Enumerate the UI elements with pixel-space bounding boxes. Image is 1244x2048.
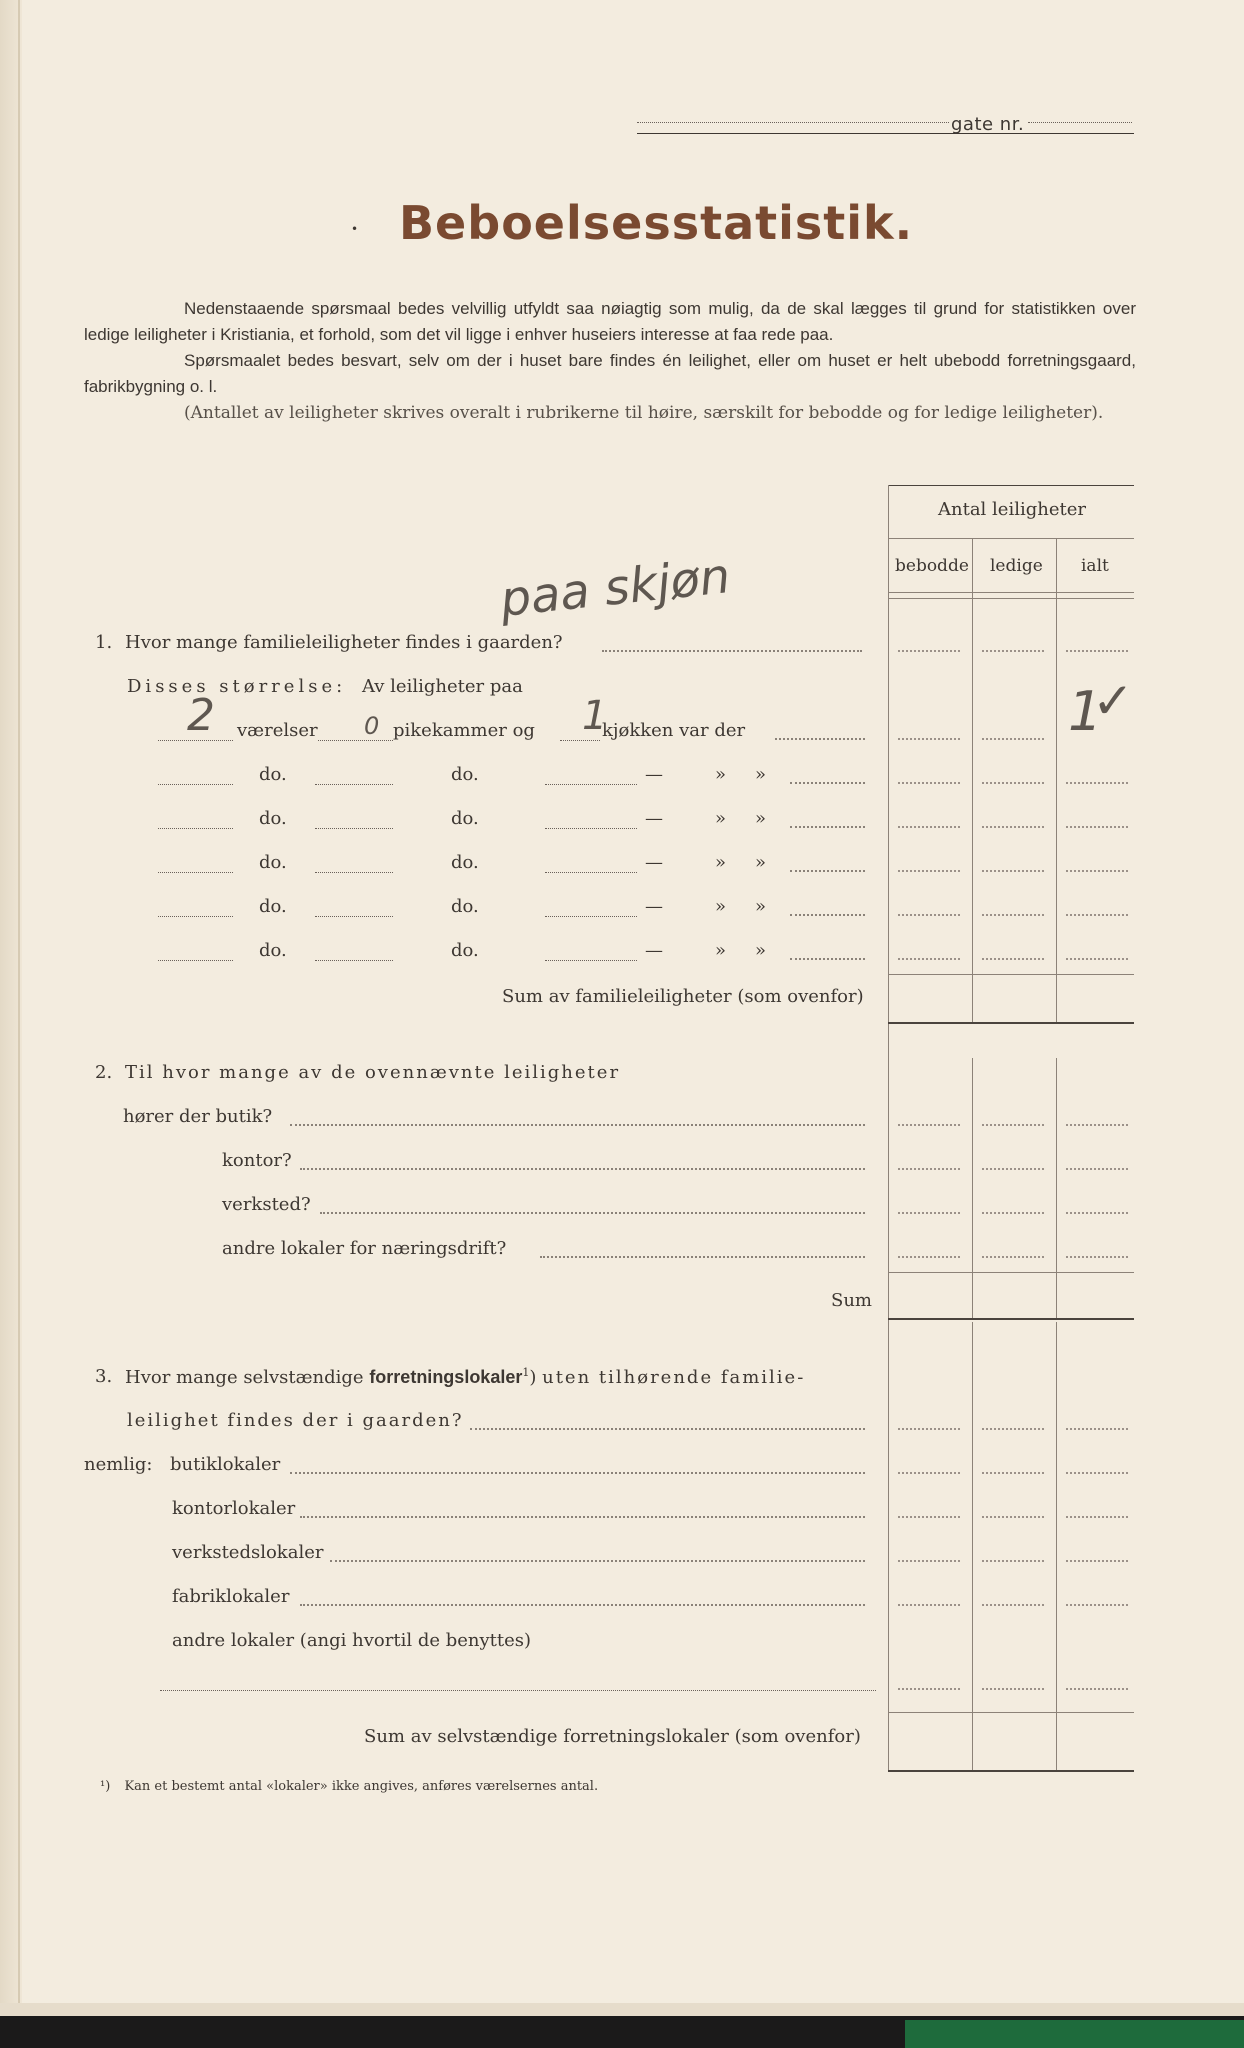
q3-line2: leilighet findes der i gaarden? [127, 1410, 464, 1431]
do-row-blank [315, 872, 393, 873]
q3-sum-top-rule [888, 1712, 1134, 1713]
leader-dots [330, 1560, 865, 1562]
pikekammer-blank-1 [318, 740, 393, 741]
dash: — [645, 940, 663, 961]
color-tab [905, 2020, 1244, 2048]
leader-dots [290, 1124, 865, 1126]
row1-vaerelser: værelser [237, 720, 318, 741]
cell-dots [898, 914, 960, 916]
leader-dots [320, 1212, 865, 1214]
footnote-mark: ¹) [100, 1779, 111, 1794]
gate-number-dots [1028, 122, 1132, 123]
q3-sum-bottom-rule [888, 1770, 1134, 1772]
cell-dots [982, 1516, 1044, 1518]
table-header-bottom-2 [888, 598, 1134, 599]
col-header-ledige: ledige [990, 556, 1043, 576]
cell-dots [898, 1256, 960, 1258]
row1-kjokken: kjøkken var der [602, 720, 746, 741]
do-row-blank [158, 872, 233, 873]
col-divider-2b [1056, 1058, 1057, 1320]
q3-sum-label: Sum av selvstændige forretningslokaler (som ovenfor) [364, 1726, 861, 1747]
paper-edge-line [18, 0, 20, 2048]
q1-sum-bottom-rule [888, 1022, 1134, 1024]
gate-label: gate nr. [951, 114, 1025, 135]
intro-paragraph-2: Spørsmaalet bedes besvart, selv om der i huset bare findes én leilighet, eller om huset er helt ubebodd forretningsgaard, fabrikbygning o. l. [84, 351, 1136, 396]
cell-dots [1066, 870, 1128, 872]
col-header-ialt: ialt [1081, 556, 1109, 576]
q2-sum-top-rule [888, 1272, 1134, 1273]
table-header-bottom-1 [888, 592, 1134, 593]
leader-dots [790, 914, 865, 916]
cell-dots [1066, 1560, 1128, 1562]
cell-dots [898, 1168, 960, 1170]
intro-paragraph-1: Nedenstaaende spørsmaal bedes velvillig utfyldt saa nøiagtig som mulig, da de skal lægges til grund for statistikken over ledige leiligheter i Kristiania, et forhold, som det vil ligge i enhver huseiers interesse at faa rede paa. [84, 299, 1136, 344]
dash: — [645, 852, 663, 873]
cell-dots [1066, 1212, 1128, 1214]
leader-dots [300, 1516, 865, 1518]
cell-dots [982, 1256, 1044, 1258]
quote-mark: » [755, 852, 767, 873]
do-label: do. [259, 852, 287, 873]
quote-mark: » [755, 764, 767, 785]
leader-dots [470, 1428, 865, 1430]
cell-dots [1066, 1256, 1128, 1258]
col-divider-2a [1056, 538, 1057, 1022]
q1-sizes-label: Disses størrelse: [127, 676, 347, 697]
cell-dots [898, 650, 960, 652]
handwritten-check: ✓ [1092, 672, 1134, 730]
cell-dots [982, 1124, 1044, 1126]
do-row-blank [158, 960, 233, 961]
cell-dots [1066, 650, 1128, 652]
quote-mark: » [715, 764, 727, 785]
gate-field-line [637, 133, 1134, 134]
do-row-blank [315, 960, 393, 961]
table-title: Antal leiligheter [938, 499, 1086, 520]
col-divider-2c [1056, 1322, 1057, 1772]
q3-specify-line [160, 1690, 876, 1691]
q3-text-a: Hvor mange selvstændige [125, 1367, 364, 1388]
do-row-blank [545, 784, 637, 785]
cell-dots [898, 1428, 960, 1430]
quote-mark: » [755, 808, 767, 829]
quote-mark: » [755, 940, 767, 961]
cell-dots [982, 958, 1044, 960]
cell-dots [1066, 1688, 1128, 1690]
cell-dots [898, 1688, 960, 1690]
do-row-blank [315, 784, 393, 785]
cell-dots [1066, 1428, 1128, 1430]
footnote-text: Kan et bestemt antal «lokaler» ikke angives, anføres værelsernes antal. [124, 1779, 599, 1794]
handwritten-kjokken: 1 [582, 693, 608, 739]
cell-dots [898, 1560, 960, 1562]
col-divider-1c [972, 1322, 973, 1772]
q3-item-andre: andre lokaler (angi hvortil de benyttes) [172, 1630, 532, 1651]
leader-dots [290, 1472, 865, 1474]
q3-item-fabriklokaler: fabriklokaler [172, 1586, 290, 1607]
do-label: do. [451, 764, 479, 785]
cell-dots [1066, 826, 1128, 828]
cell-dots [1066, 1604, 1128, 1606]
row1-pikekammer: pikekammer og [393, 720, 535, 741]
do-row-blank [545, 960, 637, 961]
quote-mark: » [715, 896, 727, 917]
quote-mark: » [715, 808, 727, 829]
cell-dots [982, 738, 1044, 740]
cell-dots [982, 914, 1044, 916]
scan-margin [0, 2003, 1244, 2016]
cell-dots [898, 1516, 960, 1518]
do-row-blank [315, 916, 393, 917]
do-label: do. [451, 808, 479, 829]
cell-dots [982, 650, 1044, 652]
q3-item-verkstedslokaler: verkstedslokaler [172, 1542, 324, 1563]
cell-dots [1066, 958, 1128, 960]
intro-text [84, 296, 1136, 426]
do-label: do. [451, 940, 479, 961]
cell-dots [898, 1604, 960, 1606]
q3-item-kontorlokaler: kontorlokaler [172, 1498, 296, 1519]
cell-dots [1066, 1124, 1128, 1126]
do-label: do. [259, 940, 287, 961]
intro-paragraph-3: (Antallet av leiligheter skrives overalt i rubrikerne til høire, særskilt for bebodde og for ledige leiligheter). [184, 403, 1104, 423]
table-top-rule [888, 485, 1134, 486]
q2-butik: hører der butik? [123, 1106, 273, 1127]
table-header-divider [888, 538, 1134, 539]
col-divider-1b [972, 1058, 973, 1320]
q3-number: 3. [95, 1366, 113, 1387]
leader-dots [790, 782, 865, 784]
cell-dots [982, 1604, 1044, 1606]
cell-dots [898, 782, 960, 784]
do-label: do. [451, 852, 479, 873]
q2-text: Til hvor mange av de ovennævnte leiligheter [125, 1062, 621, 1083]
title-dot: • [351, 222, 359, 236]
cell-dots [898, 1472, 960, 1474]
do-row-blank [545, 872, 637, 873]
leader-dots [300, 1604, 865, 1606]
col-header-bebodde: bebodde [895, 556, 969, 576]
dash: — [645, 896, 663, 917]
do-row-blank [315, 828, 393, 829]
handwritten-pikekammer: 0 [364, 712, 380, 740]
cell-dots [898, 1212, 960, 1214]
cell-dots [982, 1472, 1044, 1474]
q2-kontor: kontor? [222, 1150, 292, 1171]
cell-dots [898, 958, 960, 960]
cell-dots [982, 782, 1044, 784]
q1-number: 1. [95, 632, 113, 653]
leader-dots [790, 826, 865, 828]
kjokken-blank-1 [560, 740, 600, 741]
cell-dots [1066, 914, 1128, 916]
cell-dots [982, 1168, 1044, 1170]
page-title: Beboelsesstatistik. [399, 196, 914, 250]
quote-mark: » [715, 852, 727, 873]
handwritten-ialt: 1 [1068, 680, 1103, 743]
q1-sum-top-rule [888, 974, 1134, 975]
q3-line1: Hvor mange selvstændige forretningslokaler$^1$) uten tilhørende familie- [125, 1366, 806, 1388]
q2-andre: andre lokaler for næringsdrift? [222, 1238, 507, 1259]
leader-dots [540, 1256, 865, 1258]
q2-sum-label: Sum [831, 1290, 872, 1311]
do-row-blank [545, 916, 637, 917]
quote-mark: » [755, 896, 767, 917]
cell-dots [898, 738, 960, 740]
cell-dots [982, 1688, 1044, 1690]
do-label: do. [259, 808, 287, 829]
handwritten-note: paa skjøn [497, 548, 733, 628]
q2-verksted: verksted? [222, 1194, 311, 1215]
do-row-blank [158, 784, 233, 785]
do-label: do. [259, 764, 287, 785]
footnote [100, 1779, 598, 1794]
q2-sum-bottom-rule [888, 1318, 1134, 1320]
cell-dots [982, 1560, 1044, 1562]
q3-item-butiklokaler: butiklokaler [170, 1454, 281, 1475]
cell-dots [982, 1428, 1044, 1430]
cell-dots [982, 1212, 1044, 1214]
table-left-rule [888, 485, 889, 1771]
row1-leader-dots [775, 738, 865, 740]
cell-dots [898, 1124, 960, 1126]
handwritten-vaerelser: 2 [187, 690, 215, 741]
leader-dots [790, 870, 865, 872]
q1-sum-text: Sum av familieleiligheter (som ovenfor) [502, 986, 864, 1007]
do-label: do. [259, 896, 287, 917]
q1-leader-dots [602, 650, 862, 652]
quote-mark: » [715, 940, 727, 961]
cell-dots [1066, 782, 1128, 784]
q3-text-b: forretningslokaler [369, 1367, 523, 1387]
cell-dots [898, 870, 960, 872]
do-row-blank [158, 828, 233, 829]
do-label: do. [451, 896, 479, 917]
leader-dots [300, 1168, 865, 1170]
cell-dots [1066, 1516, 1128, 1518]
do-row-blank [545, 828, 637, 829]
cell-dots [982, 870, 1044, 872]
cell-dots [1066, 1472, 1128, 1474]
q1-sum-label [502, 986, 864, 1007]
cell-dots [1066, 1168, 1128, 1170]
col-divider-1a [972, 538, 973, 1022]
q1-text: Hvor mange familieleiligheter findes i gaarden? [125, 632, 563, 653]
q3-nemlig: nemlig: [84, 1454, 153, 1475]
gate-field-dots [637, 122, 949, 123]
cell-dots [898, 826, 960, 828]
dash: — [645, 808, 663, 829]
q3-text-c: uten tilhørende familie- [542, 1367, 806, 1388]
leader-dots [790, 958, 865, 960]
dash: — [645, 764, 663, 785]
q2-number: 2. [95, 1062, 113, 1083]
q1-sizes-text: Av leiligheter paa [362, 676, 523, 697]
do-row-blank [158, 916, 233, 917]
cell-dots [982, 826, 1044, 828]
